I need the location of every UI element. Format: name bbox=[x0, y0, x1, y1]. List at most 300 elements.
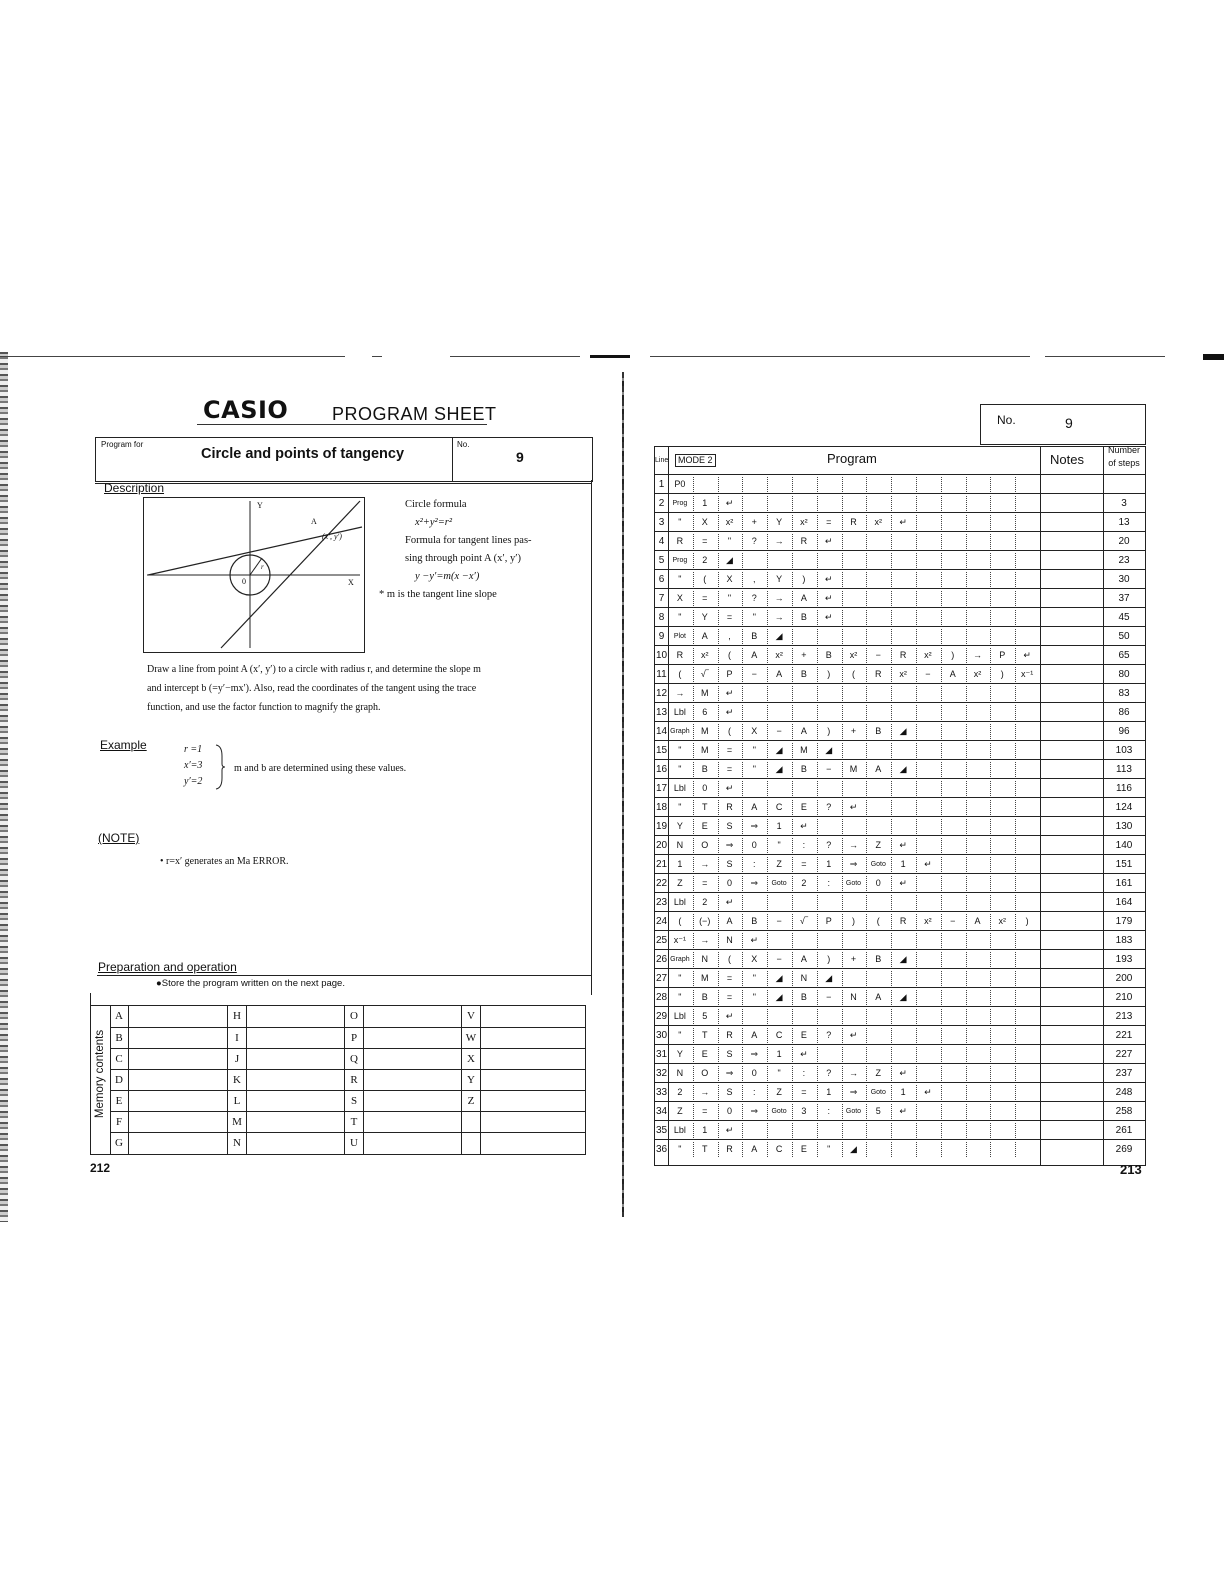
program-token: : bbox=[802, 840, 806, 850]
memory-cell bbox=[110, 1111, 227, 1133]
token-divider bbox=[891, 629, 892, 644]
program-row bbox=[655, 1120, 1145, 1140]
token-divider bbox=[966, 971, 967, 986]
line-number: 32 bbox=[655, 1068, 668, 1079]
token-divider bbox=[990, 1123, 991, 1138]
token-divider bbox=[966, 515, 967, 530]
graph-radius-label: r bbox=[261, 563, 264, 571]
program-token: ) bbox=[851, 916, 855, 926]
token-divider bbox=[916, 781, 917, 796]
memory-cell bbox=[110, 1090, 227, 1112]
token-divider bbox=[1015, 534, 1016, 549]
token-divider bbox=[891, 686, 892, 701]
program-token: Y bbox=[701, 612, 708, 622]
program-token: ↵ bbox=[899, 1068, 907, 1078]
program-token: → bbox=[675, 688, 685, 698]
mode-header: MODE 2 bbox=[675, 454, 716, 467]
token-divider bbox=[1015, 762, 1016, 777]
program-token: ⇒ bbox=[849, 1087, 858, 1097]
program-token: N bbox=[676, 1068, 684, 1078]
program-row bbox=[655, 626, 1145, 646]
program-token: O bbox=[701, 840, 709, 850]
program-token: B bbox=[825, 650, 832, 660]
program-token: x² bbox=[700, 650, 709, 660]
program-token: C bbox=[775, 1030, 783, 1040]
program-token: Goto bbox=[771, 880, 787, 887]
program-token: R bbox=[850, 517, 857, 527]
program-token: , bbox=[753, 574, 756, 584]
line-number: 11 bbox=[656, 669, 667, 680]
step-count: 140 bbox=[1115, 840, 1133, 851]
token-divider bbox=[941, 686, 942, 701]
line-number: 12 bbox=[655, 688, 668, 699]
memory-register-label: V bbox=[462, 1006, 481, 1027]
line-number: 4 bbox=[658, 536, 665, 547]
token-divider bbox=[866, 933, 867, 948]
program-token: ( bbox=[727, 726, 731, 736]
program-token: x² bbox=[775, 650, 783, 660]
page-number-left: 212 bbox=[90, 1161, 111, 1175]
token-divider bbox=[966, 952, 967, 967]
memory-cell bbox=[461, 1069, 586, 1091]
line-number: 18 bbox=[655, 802, 668, 813]
line-number: 24 bbox=[655, 916, 668, 927]
token-divider bbox=[966, 1009, 967, 1024]
program-token: A bbox=[974, 916, 981, 926]
step-count: 124 bbox=[1115, 802, 1133, 813]
program-token: : bbox=[802, 1068, 806, 1078]
program-token: ↵ bbox=[1023, 650, 1031, 660]
example-value: x′=3 bbox=[184, 760, 203, 771]
graph-x-label: X bbox=[348, 578, 354, 587]
token-divider bbox=[742, 496, 743, 511]
program-token: − bbox=[950, 916, 956, 926]
token-divider bbox=[891, 1047, 892, 1062]
example-label: Example bbox=[100, 738, 147, 752]
program-token: → bbox=[848, 840, 858, 850]
program-row bbox=[655, 778, 1145, 798]
step-count: 151 bbox=[1115, 859, 1133, 870]
token-divider bbox=[842, 1123, 843, 1138]
token-divider bbox=[1015, 876, 1016, 891]
token-divider bbox=[866, 819, 867, 834]
token-divider bbox=[866, 610, 867, 625]
token-divider bbox=[767, 933, 768, 948]
program-row bbox=[655, 816, 1145, 836]
token-divider bbox=[767, 686, 768, 701]
program-token: Prog bbox=[672, 500, 688, 507]
program-token: 6 bbox=[702, 707, 708, 717]
step-count: 23 bbox=[1118, 555, 1130, 566]
memory-cell bbox=[344, 1069, 462, 1091]
token-divider bbox=[990, 876, 991, 891]
program-token: M bbox=[700, 745, 709, 755]
program-row bbox=[655, 493, 1145, 513]
token-divider bbox=[817, 781, 818, 796]
program-token: → bbox=[700, 859, 710, 869]
program-token: E bbox=[701, 1049, 708, 1059]
program-for-label: Program for bbox=[101, 440, 144, 449]
program-table bbox=[654, 446, 1146, 1166]
step-count: 258 bbox=[1115, 1106, 1133, 1117]
program-token: 1 bbox=[900, 1087, 906, 1097]
token-divider bbox=[842, 1009, 843, 1024]
token-divider bbox=[767, 496, 768, 511]
token-divider bbox=[1015, 952, 1016, 967]
token-divider bbox=[866, 477, 867, 492]
token-divider bbox=[742, 686, 743, 701]
program-token: Y bbox=[776, 517, 783, 527]
memory-register-label: H bbox=[228, 1006, 247, 1027]
token-divider bbox=[817, 933, 818, 948]
program-token: ↵ bbox=[800, 1049, 808, 1059]
token-divider bbox=[792, 1123, 793, 1138]
token-divider bbox=[966, 1047, 967, 1062]
token-divider bbox=[990, 534, 991, 549]
line-number: 34 bbox=[655, 1106, 668, 1117]
token-divider bbox=[941, 496, 942, 511]
token-divider bbox=[1015, 933, 1016, 948]
line-number: 20 bbox=[655, 840, 668, 851]
program-token: S bbox=[726, 1049, 733, 1059]
token-divider bbox=[941, 876, 942, 891]
program-token: ⇒ bbox=[750, 878, 759, 888]
token-divider bbox=[916, 743, 917, 758]
program-row bbox=[655, 645, 1145, 665]
token-divider bbox=[966, 933, 967, 948]
token-divider bbox=[941, 857, 942, 872]
program-token: X bbox=[751, 726, 758, 736]
token-divider bbox=[891, 1028, 892, 1043]
token-divider bbox=[742, 1123, 743, 1138]
token-divider bbox=[1015, 1028, 1016, 1043]
token-divider bbox=[916, 1104, 917, 1119]
program-token: ◢ bbox=[775, 992, 783, 1002]
page-top-rule bbox=[372, 356, 382, 357]
token-divider bbox=[966, 1066, 967, 1081]
token-divider bbox=[941, 952, 942, 967]
token-divider bbox=[916, 1123, 917, 1138]
step-count: 80 bbox=[1118, 669, 1130, 680]
program-token: N bbox=[676, 840, 684, 850]
memory-cell bbox=[344, 1048, 462, 1070]
program-header-box bbox=[95, 437, 593, 482]
program-token: = bbox=[702, 1106, 708, 1116]
token-divider bbox=[842, 686, 843, 701]
token-divider bbox=[966, 1104, 967, 1119]
line-number: 9 bbox=[658, 631, 665, 642]
program-token: Goto bbox=[870, 1089, 886, 1096]
token-divider bbox=[990, 1142, 991, 1157]
token-divider bbox=[817, 705, 818, 720]
token-divider bbox=[817, 553, 818, 568]
program-token: 1 bbox=[702, 1125, 708, 1135]
program-token: A bbox=[875, 764, 882, 774]
token-divider bbox=[866, 686, 867, 701]
program-row bbox=[655, 531, 1145, 551]
token-divider bbox=[966, 1123, 967, 1138]
note-text: • r=x′ generates an Ma ERROR. bbox=[160, 856, 289, 867]
token-divider bbox=[1015, 553, 1016, 568]
program-token: ↵ bbox=[800, 821, 808, 831]
program-token: ↵ bbox=[924, 859, 932, 869]
token-divider bbox=[891, 1142, 892, 1157]
step-count: 30 bbox=[1118, 574, 1130, 585]
program-token: → bbox=[700, 935, 710, 945]
program-token: Y bbox=[676, 821, 683, 831]
program-token: " bbox=[678, 517, 682, 527]
program-token: x² bbox=[800, 517, 808, 527]
page-top-rule bbox=[0, 356, 345, 357]
token-divider bbox=[916, 553, 917, 568]
tangency-graph bbox=[143, 497, 365, 653]
memory-register-label: K bbox=[228, 1070, 247, 1091]
program-row bbox=[655, 835, 1145, 855]
token-divider bbox=[866, 971, 867, 986]
program-token: = bbox=[726, 612, 733, 622]
token-divider bbox=[990, 1104, 991, 1119]
token-divider bbox=[1015, 477, 1016, 492]
program-token: M bbox=[800, 745, 808, 755]
token-divider bbox=[916, 1047, 917, 1062]
token-divider bbox=[966, 629, 967, 644]
token-divider bbox=[866, 781, 867, 796]
program-token: Lbl bbox=[673, 897, 686, 907]
token-divider bbox=[941, 1085, 942, 1100]
token-divider bbox=[1015, 496, 1016, 511]
program-token: 0 bbox=[702, 783, 708, 793]
program-token: 2 bbox=[702, 555, 708, 565]
step-count: 3 bbox=[1121, 498, 1127, 509]
program-token: ( bbox=[703, 574, 707, 584]
program-token: " bbox=[678, 574, 682, 584]
program-token: E bbox=[800, 1030, 807, 1040]
program-token: X bbox=[701, 517, 708, 527]
token-divider bbox=[966, 591, 967, 606]
program-token: + bbox=[751, 517, 757, 527]
token-divider bbox=[1015, 591, 1016, 606]
page-top-rule bbox=[1045, 356, 1165, 357]
line-number: 16 bbox=[655, 764, 668, 775]
program-token: " bbox=[727, 593, 732, 603]
token-divider bbox=[842, 895, 843, 910]
program-token: " bbox=[678, 745, 682, 755]
memory-cell bbox=[110, 1132, 227, 1154]
program-token: ◢ bbox=[775, 631, 783, 641]
program-token: A bbox=[800, 593, 807, 603]
token-divider bbox=[842, 572, 843, 587]
steps-header: Number of steps bbox=[1107, 445, 1140, 468]
program-token: x² bbox=[725, 517, 734, 527]
program-token: = bbox=[702, 536, 708, 546]
token-divider bbox=[866, 1123, 867, 1138]
memory-register-label: T bbox=[345, 1112, 364, 1133]
token-divider bbox=[990, 705, 991, 720]
token-divider bbox=[891, 610, 892, 625]
token-divider bbox=[941, 990, 942, 1005]
program-token: ⇒ bbox=[849, 859, 858, 869]
note-label: (NOTE) bbox=[98, 831, 140, 845]
token-divider bbox=[990, 781, 991, 796]
line-number: 36 bbox=[655, 1144, 668, 1155]
formula-line: * m is the tangent line slope bbox=[379, 589, 497, 600]
program-row bbox=[655, 873, 1145, 893]
program-token: ? bbox=[751, 536, 757, 546]
program-token: N bbox=[850, 992, 857, 1002]
program-token: 0 bbox=[751, 840, 757, 850]
token-divider bbox=[966, 705, 967, 720]
program-token: x² bbox=[924, 916, 932, 926]
memory-cell bbox=[227, 1111, 345, 1133]
program-token: Goto bbox=[870, 861, 886, 868]
program-token: X bbox=[676, 593, 683, 603]
memory-cell bbox=[344, 1006, 462, 1027]
token-divider bbox=[941, 477, 942, 492]
token-divider bbox=[792, 686, 793, 701]
token-divider bbox=[891, 933, 892, 948]
program-token: ↵ bbox=[899, 840, 907, 850]
formula-line: x²+y²=r² bbox=[415, 517, 453, 528]
step-count: 227 bbox=[1115, 1049, 1133, 1060]
program-token: A bbox=[800, 726, 807, 736]
formula-block bbox=[379, 496, 532, 604]
program-token: " bbox=[752, 764, 756, 774]
step-count: 221 bbox=[1115, 1030, 1133, 1041]
token-divider bbox=[767, 705, 768, 720]
token-divider bbox=[842, 781, 843, 796]
program-token: ↵ bbox=[725, 897, 734, 907]
token-divider bbox=[767, 781, 768, 796]
token-divider bbox=[990, 762, 991, 777]
token-divider bbox=[966, 496, 967, 511]
token-divider bbox=[966, 800, 967, 815]
program-token: ↵ bbox=[824, 536, 833, 546]
token-divider bbox=[990, 800, 991, 815]
token-divider bbox=[941, 1009, 942, 1024]
program-token: " bbox=[678, 1030, 682, 1040]
program-token: N bbox=[800, 973, 808, 983]
token-divider bbox=[916, 572, 917, 587]
token-divider bbox=[941, 705, 942, 720]
program-token: B bbox=[800, 764, 807, 774]
step-count: 130 bbox=[1115, 821, 1133, 832]
program-token: A bbox=[726, 916, 733, 926]
program-token: N bbox=[726, 935, 733, 945]
memory-register-label: G bbox=[110, 1133, 129, 1154]
program-token: " bbox=[678, 802, 682, 812]
token-divider bbox=[916, 1066, 917, 1081]
token-divider bbox=[990, 572, 991, 587]
page-number-right: 213 bbox=[1120, 1162, 1142, 1177]
memory-register-label: A bbox=[110, 1006, 129, 1027]
token-divider bbox=[1015, 515, 1016, 530]
program-token: → bbox=[774, 536, 784, 546]
program-token: x⁻¹ bbox=[1020, 669, 1034, 679]
token-divider bbox=[916, 933, 917, 948]
token-divider bbox=[817, 629, 818, 644]
token-divider bbox=[916, 876, 917, 891]
line-number: 8 bbox=[658, 612, 665, 623]
step-count: 161 bbox=[1115, 878, 1133, 889]
memory-register-label: D bbox=[110, 1070, 129, 1091]
memory-contents-label: Memory contents bbox=[94, 1029, 106, 1119]
program-token: M bbox=[700, 688, 709, 698]
line-number: 5 bbox=[658, 555, 665, 566]
token-divider bbox=[941, 1066, 942, 1081]
program-token: Graph bbox=[670, 956, 690, 963]
line-number: 6 bbox=[658, 574, 665, 585]
program-token: " bbox=[678, 764, 682, 774]
program-token: ⇒ bbox=[750, 1049, 759, 1059]
program-token: 0 bbox=[875, 878, 881, 888]
step-count: 164 bbox=[1115, 897, 1133, 908]
program-token: 1 bbox=[702, 498, 708, 508]
program-token: ◢ bbox=[899, 954, 907, 964]
token-divider bbox=[966, 534, 967, 549]
token-divider bbox=[1015, 572, 1016, 587]
token-divider bbox=[842, 933, 843, 948]
memory-cell bbox=[344, 1132, 462, 1154]
token-divider bbox=[1015, 990, 1016, 1005]
program-token: − bbox=[776, 954, 782, 964]
token-divider bbox=[767, 1123, 768, 1138]
token-divider bbox=[941, 1028, 942, 1043]
token-divider bbox=[916, 819, 917, 834]
program-token: R bbox=[800, 536, 808, 546]
line-number: 14 bbox=[655, 726, 668, 737]
token-divider bbox=[767, 895, 768, 910]
step-count: 248 bbox=[1115, 1087, 1133, 1098]
line-header: Line bbox=[655, 457, 669, 464]
token-divider bbox=[916, 705, 917, 720]
right-no-label: No. bbox=[997, 413, 1016, 427]
token-divider bbox=[817, 496, 818, 511]
token-divider bbox=[866, 705, 867, 720]
token-divider bbox=[1015, 1104, 1016, 1119]
token-divider bbox=[966, 1085, 967, 1100]
program-token: ◢ bbox=[775, 973, 783, 983]
token-divider bbox=[1015, 838, 1016, 853]
program-token: 2 bbox=[702, 897, 708, 907]
program-token: X bbox=[751, 954, 758, 964]
program-token: ↵ bbox=[824, 593, 833, 603]
program-token: A bbox=[751, 1144, 758, 1154]
token-divider bbox=[916, 1028, 917, 1043]
program-token: 1 bbox=[776, 821, 782, 831]
program-token: x² bbox=[998, 916, 1007, 926]
program-token: Z bbox=[677, 1106, 683, 1116]
token-divider bbox=[941, 534, 942, 549]
token-divider bbox=[916, 477, 917, 492]
program-token: + bbox=[801, 650, 807, 660]
token-divider bbox=[842, 705, 843, 720]
memory-register-label: P bbox=[345, 1028, 364, 1049]
memory-cell bbox=[461, 1090, 586, 1112]
token-divider bbox=[990, 1047, 991, 1062]
program-token: = bbox=[702, 593, 708, 603]
program-token: Goto bbox=[845, 1108, 862, 1115]
line-number: 27 bbox=[655, 973, 668, 984]
line-number: 22 bbox=[655, 878, 668, 889]
program-token: ◢ bbox=[825, 973, 833, 983]
token-divider bbox=[792, 1009, 793, 1024]
token-divider bbox=[842, 477, 843, 492]
program-token: P bbox=[825, 916, 832, 926]
program-token: 2 bbox=[677, 1087, 683, 1097]
memory-register-label: X bbox=[462, 1049, 481, 1070]
program-token: B bbox=[800, 669, 807, 679]
program-token: → bbox=[972, 650, 982, 660]
